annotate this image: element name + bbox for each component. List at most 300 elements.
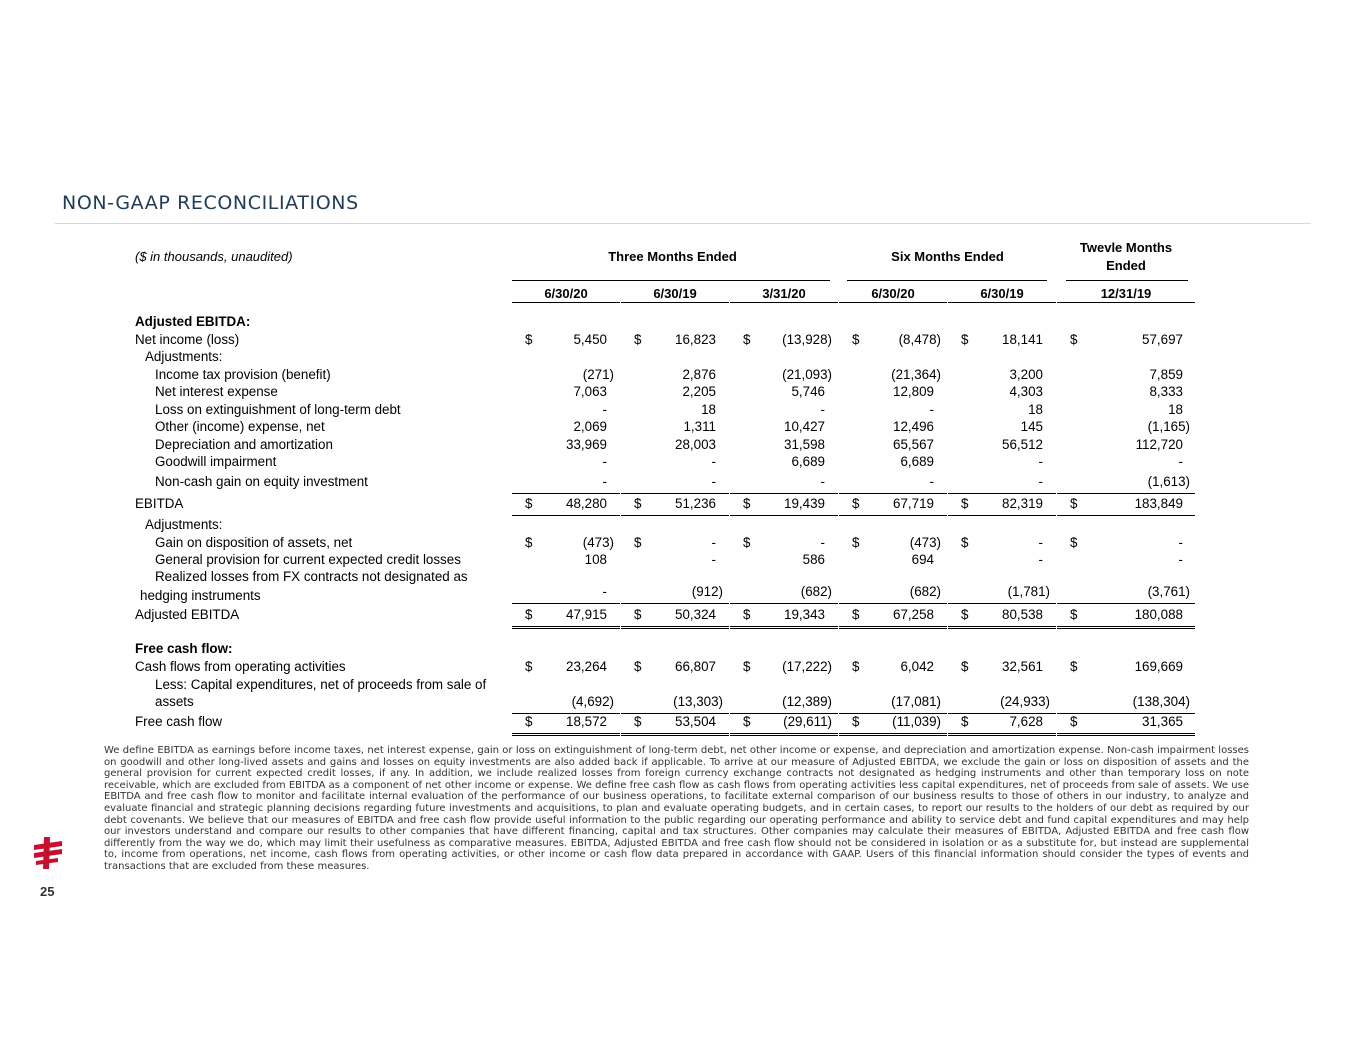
column-header-underline — [948, 302, 1056, 303]
row-label: General provision for current expected credit losses — [155, 552, 461, 567]
table-cell — [852, 607, 941, 624]
cell-value: (17,222) — [782, 659, 832, 674]
title-divider — [55, 223, 1311, 224]
table-cell — [961, 384, 1050, 401]
table-cell — [961, 367, 1050, 384]
table-cell — [743, 474, 832, 491]
total-rule — [1057, 626, 1195, 629]
table-cell — [525, 714, 614, 731]
cell-value: (21,364) — [891, 367, 941, 382]
currency-symbol: $ — [743, 714, 751, 729]
total-rule — [621, 515, 729, 516]
cell-value: 1,311 — [683, 419, 716, 434]
cell-value: 19,343 — [784, 607, 825, 622]
cell-value: 82,319 — [1002, 496, 1043, 511]
cell-value: - — [1038, 474, 1043, 489]
table-cell — [961, 437, 1050, 454]
cell-value: (12,389) — [782, 694, 832, 709]
table-cell — [743, 552, 832, 569]
cell-value: (473) — [909, 535, 941, 550]
table-cell — [1070, 659, 1190, 676]
page-number: 25 — [40, 884, 55, 899]
cell-value: - — [602, 454, 607, 469]
cell-value: (473) — [582, 535, 614, 550]
cell-value: 112,720 — [1135, 437, 1183, 452]
column-header: 6/30/20 — [544, 286, 588, 301]
currency-symbol: $ — [961, 496, 969, 511]
table-cell — [852, 714, 941, 731]
table-cell — [1070, 584, 1190, 601]
row-label: Loss on extinguishment of long-term debt — [155, 402, 401, 417]
row-label: Income tax provision (benefit) — [155, 367, 331, 382]
cell-value: 18,572 — [566, 714, 607, 729]
table-cell — [1070, 535, 1190, 552]
row-label: Adjusted EBITDA — [135, 607, 240, 622]
cell-value: (1,165) — [1147, 419, 1190, 434]
cell-value: 57,697 — [1142, 332, 1183, 347]
table-cell — [961, 552, 1050, 569]
row-label: Adjusted EBITDA: — [135, 314, 251, 329]
currency-symbol: $ — [852, 535, 860, 550]
cell-value: 18,141 — [1002, 332, 1043, 347]
group-underline — [847, 280, 1047, 281]
cell-value: (912) — [691, 584, 723, 599]
cell-value: 5,450 — [573, 332, 607, 347]
currency-symbol: $ — [634, 607, 642, 622]
total-rule — [839, 733, 947, 736]
cell-value: (11,039) — [892, 714, 941, 729]
table-cell — [634, 659, 723, 676]
table-cell — [1070, 552, 1190, 569]
table-cell — [852, 419, 941, 436]
cell-value: 2,069 — [573, 419, 607, 434]
currency-symbol: $ — [525, 659, 533, 674]
row-label: Free cash flow — [135, 714, 223, 729]
table-cell — [1070, 496, 1190, 513]
cell-value: 5,746 — [791, 384, 825, 399]
row-label-continued: hedging instruments — [140, 588, 261, 603]
currency-symbol: $ — [961, 714, 969, 729]
currency-symbol: $ — [634, 535, 642, 550]
table-cell — [743, 607, 832, 624]
row-label: Free cash flow: — [135, 641, 233, 656]
cell-value: (682) — [800, 584, 832, 599]
column-header-underline — [839, 302, 947, 303]
currency-symbol: $ — [852, 714, 860, 729]
cell-value: - — [602, 402, 607, 417]
cell-value: - — [1178, 454, 1183, 469]
table-cell — [525, 474, 614, 491]
cell-value: - — [711, 474, 716, 489]
table-cell — [634, 437, 723, 454]
currency-symbol: $ — [1070, 496, 1078, 511]
table-cell — [743, 659, 832, 676]
row-label: Adjustments: — [145, 349, 223, 364]
table-cell — [743, 437, 832, 454]
table-cell — [743, 454, 832, 471]
group-twelve-months-line1: Twevle Months — [1079, 240, 1173, 255]
company-logo-icon — [32, 836, 64, 870]
cell-value: 16,823 — [675, 332, 716, 347]
column-header: 6/30/19 — [653, 286, 697, 301]
currency-symbol: $ — [961, 332, 969, 347]
total-rule — [621, 603, 729, 604]
table-cell — [525, 694, 614, 711]
cell-value: - — [1038, 535, 1043, 550]
cell-value: 180,088 — [1134, 607, 1183, 622]
cell-value: - — [1178, 552, 1183, 567]
table-cell — [961, 402, 1050, 419]
group-twelve-months-line2: Ended — [1106, 258, 1146, 273]
total-rule — [730, 603, 838, 604]
currency-symbol: $ — [743, 659, 751, 674]
currency-symbol: $ — [634, 496, 642, 511]
cell-value: 67,258 — [893, 607, 934, 622]
table-cell — [525, 607, 614, 624]
table-cell — [852, 535, 941, 552]
table-cell — [852, 552, 941, 569]
total-rule — [730, 626, 838, 629]
table-cell — [852, 384, 941, 401]
table-cell — [525, 419, 614, 436]
cell-value: 183,849 — [1134, 496, 1183, 511]
footnote-text: We define EBITDA as earnings before income taxes, net interest expense, gain or loss on extinguishment of long-term debt, net other income or expense, and depreciation and amortization expense. Non-cash impairment losses on goodwill and other long-lived assets and gains and losses on equity investments are also added back if applicable. To arrive at our measure of Adjusted EBITDA, we exclude the gain or loss on disposition of assets and the general provision for current expected credit losses, if any. In addition, we include realized losses from foreign currency exchange contracts not designated as hedging instruments and other than temporary loss on note receivable, which are excluded from EBITDA as a component of net other income or expense. We define free cash flow as cash flows from operating activities less capital expenditures, net of proceeds from sale of assets. We use EBITDA and free cash flow to monitor and facilitate internal evaluation of the performance of our business operations, to facilitate external comparison of our business results to those of others in our industry, to analyze and evaluate financial and strategic planning decisions regarding future investments and acquisitions, to plan and evaluate operating budgets, and in certain cases, to report our results to the holders of our debt as required by our debt covenants. We believe that our measures of EBITDA and free cash flow provide useful information to the public regarding our operating performance and ability to service debt and fund capital expenditures and may help our investors understand and compare our results to other companies that have different financing, capital and tax structures. Other companies may calculate their measures of EBITDA, Adjusted EBITDA and free cash flow differently from the way we do, which may limit their usefulness as comparative measures. EBITDA, Adjusted EBITDA and free cash flow should not be considered in isolation or as a substitute for, but instead are supplemental to, income from operations, net income, cash flows from operating activities, or other income or cash flow data prepared in accordance with GAAP. Users of this financial information should consider the types of events and transactions that are excluded from these measures. — [104, 745, 1249, 872]
total-rule — [730, 733, 838, 736]
table-cell — [525, 496, 614, 513]
column-header: 6/30/19 — [980, 286, 1024, 301]
cell-value: - — [1038, 454, 1043, 469]
total-rule — [512, 493, 620, 494]
table-cell — [743, 402, 832, 419]
row-label: Net interest expense — [155, 384, 278, 399]
column-header-underline — [621, 302, 729, 303]
cell-value: - — [711, 454, 716, 469]
table-cell — [525, 384, 614, 401]
total-rule — [948, 515, 1056, 516]
currency-symbol: $ — [525, 714, 533, 729]
currency-symbol: $ — [1070, 659, 1078, 674]
column-header: 12/31/19 — [1100, 286, 1152, 301]
cell-value: 23,264 — [566, 659, 607, 674]
row-label: Less: Capital expenditures, net of proceeds from sale of — [155, 677, 487, 692]
table-cell — [634, 384, 723, 401]
currency-symbol: $ — [634, 659, 642, 674]
cell-value: 4,303 — [1009, 384, 1043, 399]
table-cell — [961, 419, 1050, 436]
table-cell — [961, 584, 1050, 601]
currency-symbol: $ — [1070, 607, 1078, 622]
total-rule — [839, 515, 947, 516]
currency-symbol: $ — [634, 332, 642, 347]
cell-value: 10,427 — [784, 419, 825, 434]
table-cell — [743, 584, 832, 601]
group-three-months: Three Months Ended — [608, 249, 737, 264]
currency-symbol: $ — [961, 535, 969, 550]
total-rule — [512, 626, 620, 629]
row-label: Adjustments: — [145, 517, 223, 532]
total-rule — [948, 733, 1056, 736]
cell-value: 694 — [911, 552, 934, 567]
cell-value: 80,538 — [1002, 607, 1043, 622]
table-cell — [525, 367, 614, 384]
table-cell — [634, 402, 723, 419]
cell-value: 2,205 — [682, 384, 716, 399]
cell-value: - — [602, 584, 607, 599]
table-cell — [1070, 384, 1190, 401]
table-cell — [961, 332, 1050, 349]
group-six-months: Six Months Ended — [891, 249, 1004, 264]
table-cell — [743, 694, 832, 711]
cell-value: (21,093) — [782, 367, 832, 382]
row-label-continued: assets — [155, 694, 194, 709]
cell-value: 53,504 — [675, 714, 716, 729]
table-cell — [743, 332, 832, 349]
total-rule — [1057, 733, 1195, 736]
table-cell — [961, 454, 1050, 471]
column-header-underline — [730, 302, 838, 303]
table-cell — [1070, 332, 1190, 349]
cell-value: 31,365 — [1142, 714, 1183, 729]
column-header-underline — [1057, 302, 1195, 303]
cell-value: 6,689 — [900, 454, 934, 469]
total-rule — [948, 603, 1056, 604]
cell-value: - — [820, 535, 825, 550]
cell-value: 7,859 — [1149, 367, 1183, 382]
table-cell — [961, 714, 1050, 731]
table-cell — [852, 437, 941, 454]
cell-value: 169,669 — [1134, 659, 1183, 674]
currency-symbol: $ — [525, 607, 533, 622]
cell-value: - — [711, 552, 716, 567]
currency-symbol: $ — [743, 535, 751, 550]
total-rule — [839, 493, 947, 494]
cell-value: (13,303) — [673, 694, 723, 709]
cell-value: - — [602, 474, 607, 489]
cell-value: (3,761) — [1147, 584, 1190, 599]
currency-symbol: $ — [525, 535, 533, 550]
currency-symbol: $ — [743, 607, 751, 622]
cell-value: (1,613) — [1147, 474, 1190, 489]
currency-symbol: $ — [961, 659, 969, 674]
table-cell — [743, 384, 832, 401]
table-cell — [852, 454, 941, 471]
table-cell — [634, 367, 723, 384]
table-cell — [852, 474, 941, 491]
total-rule — [730, 515, 838, 516]
currency-symbol: $ — [525, 332, 533, 347]
table-cell — [852, 694, 941, 711]
table-cell — [525, 584, 614, 601]
table-cell — [1070, 607, 1190, 624]
currency-symbol: $ — [852, 496, 860, 511]
cell-value: - — [1038, 552, 1043, 567]
table-cell — [525, 454, 614, 471]
table-cell — [743, 496, 832, 513]
cell-value: 31,598 — [784, 437, 825, 452]
cell-value: 6,689 — [791, 454, 825, 469]
total-rule — [512, 603, 620, 604]
cell-value: 18 — [701, 402, 716, 417]
table-cell — [852, 584, 941, 601]
cell-value: 66,807 — [675, 659, 716, 674]
cell-value: 56,512 — [1002, 437, 1043, 452]
table-cell — [634, 552, 723, 569]
cell-value: (8,478) — [898, 332, 941, 347]
table-cell — [852, 496, 941, 513]
column-header: 6/30/20 — [871, 286, 915, 301]
total-rule — [730, 493, 838, 494]
cell-value: 19,439 — [784, 496, 825, 511]
cell-value: 6,042 — [900, 659, 934, 674]
table-cell — [961, 659, 1050, 676]
currency-symbol: $ — [1070, 332, 1078, 347]
table-cell — [525, 535, 614, 552]
total-rule — [1057, 603, 1195, 604]
total-rule — [621, 733, 729, 736]
cell-value: - — [1178, 535, 1183, 550]
table-cell — [743, 535, 832, 552]
cell-value: (271) — [582, 367, 614, 382]
table-cell — [634, 419, 723, 436]
currency-symbol: $ — [525, 496, 533, 511]
total-rule — [839, 626, 947, 629]
table-cell — [743, 714, 832, 731]
table-cell — [634, 496, 723, 513]
table-cell — [1070, 437, 1190, 454]
table-cell — [1070, 714, 1190, 731]
column-header-underline — [512, 302, 620, 303]
table-cell — [525, 437, 614, 454]
table-cell — [1070, 419, 1190, 436]
cell-value: 7,628 — [1009, 714, 1043, 729]
table-cell — [961, 607, 1050, 624]
total-rule — [621, 626, 729, 629]
cell-value: 145 — [1020, 419, 1043, 434]
cell-value: (13,928) — [782, 332, 832, 347]
cell-value: - — [820, 402, 825, 417]
cell-value: (138,304) — [1132, 694, 1190, 709]
currency-symbol: $ — [852, 332, 860, 347]
total-rule — [512, 733, 620, 736]
cell-value: 586 — [802, 552, 825, 567]
cell-value: 12,809 — [893, 384, 934, 399]
table-cell — [961, 474, 1050, 491]
table-cell — [1070, 454, 1190, 471]
cell-value: - — [711, 535, 716, 550]
table-cell — [634, 454, 723, 471]
cell-value: 2,876 — [682, 367, 716, 382]
group-underline — [512, 280, 830, 281]
cell-value: 67,719 — [893, 496, 934, 511]
currency-symbol: $ — [634, 714, 642, 729]
total-rule — [621, 493, 729, 494]
table-cell — [634, 694, 723, 711]
total-rule — [839, 603, 947, 604]
cell-value: (4,692) — [571, 694, 614, 709]
cell-value: (682) — [909, 584, 941, 599]
table-cell — [852, 332, 941, 349]
cell-value: 33,969 — [566, 437, 607, 452]
table-cell — [634, 474, 723, 491]
cell-value: 18 — [1168, 402, 1183, 417]
total-rule — [948, 493, 1056, 494]
table-cell — [525, 659, 614, 676]
row-label: Cash flows from operating activities — [135, 659, 346, 674]
cell-value: 28,003 — [675, 437, 716, 452]
cell-value: (1,781) — [1007, 584, 1050, 599]
cell-value: 7,063 — [573, 384, 607, 399]
cell-value: 12,496 — [893, 419, 934, 434]
cell-value: - — [929, 474, 934, 489]
table-cell — [852, 659, 941, 676]
cell-value: (29,611) — [783, 714, 832, 729]
table-cell — [525, 402, 614, 419]
cell-value: 32,561 — [1002, 659, 1043, 674]
cell-value: 51,236 — [675, 496, 716, 511]
currency-symbol: $ — [961, 607, 969, 622]
total-rule — [948, 626, 1056, 629]
units-label: ($ in thousands, unaudited) — [135, 249, 293, 264]
total-rule — [1057, 493, 1195, 494]
row-label: Other (income) expense, net — [155, 419, 325, 434]
table-cell — [525, 552, 614, 569]
currency-symbol: $ — [1070, 714, 1078, 729]
table-cell — [1070, 367, 1190, 384]
table-cell — [634, 607, 723, 624]
table-cell — [961, 496, 1050, 513]
cell-value: 108 — [584, 552, 607, 567]
currency-symbol: $ — [852, 659, 860, 674]
table-cell — [852, 367, 941, 384]
table-cell — [525, 332, 614, 349]
total-rule — [512, 515, 620, 516]
table-cell — [961, 694, 1050, 711]
cell-value: 47,915 — [566, 607, 607, 622]
cell-value: 48,280 — [566, 496, 607, 511]
table-cell — [852, 402, 941, 419]
group-underline — [1066, 280, 1188, 281]
table-cell — [961, 535, 1050, 552]
cell-value: 50,324 — [675, 607, 716, 622]
table-cell — [1070, 402, 1190, 419]
row-label: Depreciation and amortization — [155, 437, 333, 452]
table-cell — [634, 535, 723, 552]
row-label: Gain on disposition of assets, net — [155, 535, 353, 550]
cell-value: - — [820, 474, 825, 489]
table-cell — [634, 584, 723, 601]
table-cell — [743, 367, 832, 384]
cell-value: - — [929, 402, 934, 417]
cell-value: (24,933) — [1000, 694, 1050, 709]
cell-value: 3,200 — [1009, 367, 1043, 382]
cell-value: (17,081) — [891, 694, 941, 709]
page-title: NON-GAAP RECONCILIATIONS — [62, 192, 359, 214]
row-label: Realized losses from FX contracts not designated as — [155, 569, 468, 584]
table-cell — [1070, 474, 1190, 491]
row-label: Non-cash gain on equity investment — [155, 474, 368, 489]
currency-symbol: $ — [743, 496, 751, 511]
total-rule — [1057, 515, 1195, 516]
table-cell — [743, 419, 832, 436]
table-cell — [634, 332, 723, 349]
cell-value: 65,567 — [893, 437, 934, 452]
table-cell — [634, 714, 723, 731]
currency-symbol: $ — [743, 332, 751, 347]
row-label: Net income (loss) — [135, 332, 240, 347]
cell-value: 18 — [1028, 402, 1043, 417]
table-cell — [1070, 694, 1190, 711]
row-label: EBITDA — [135, 496, 184, 511]
